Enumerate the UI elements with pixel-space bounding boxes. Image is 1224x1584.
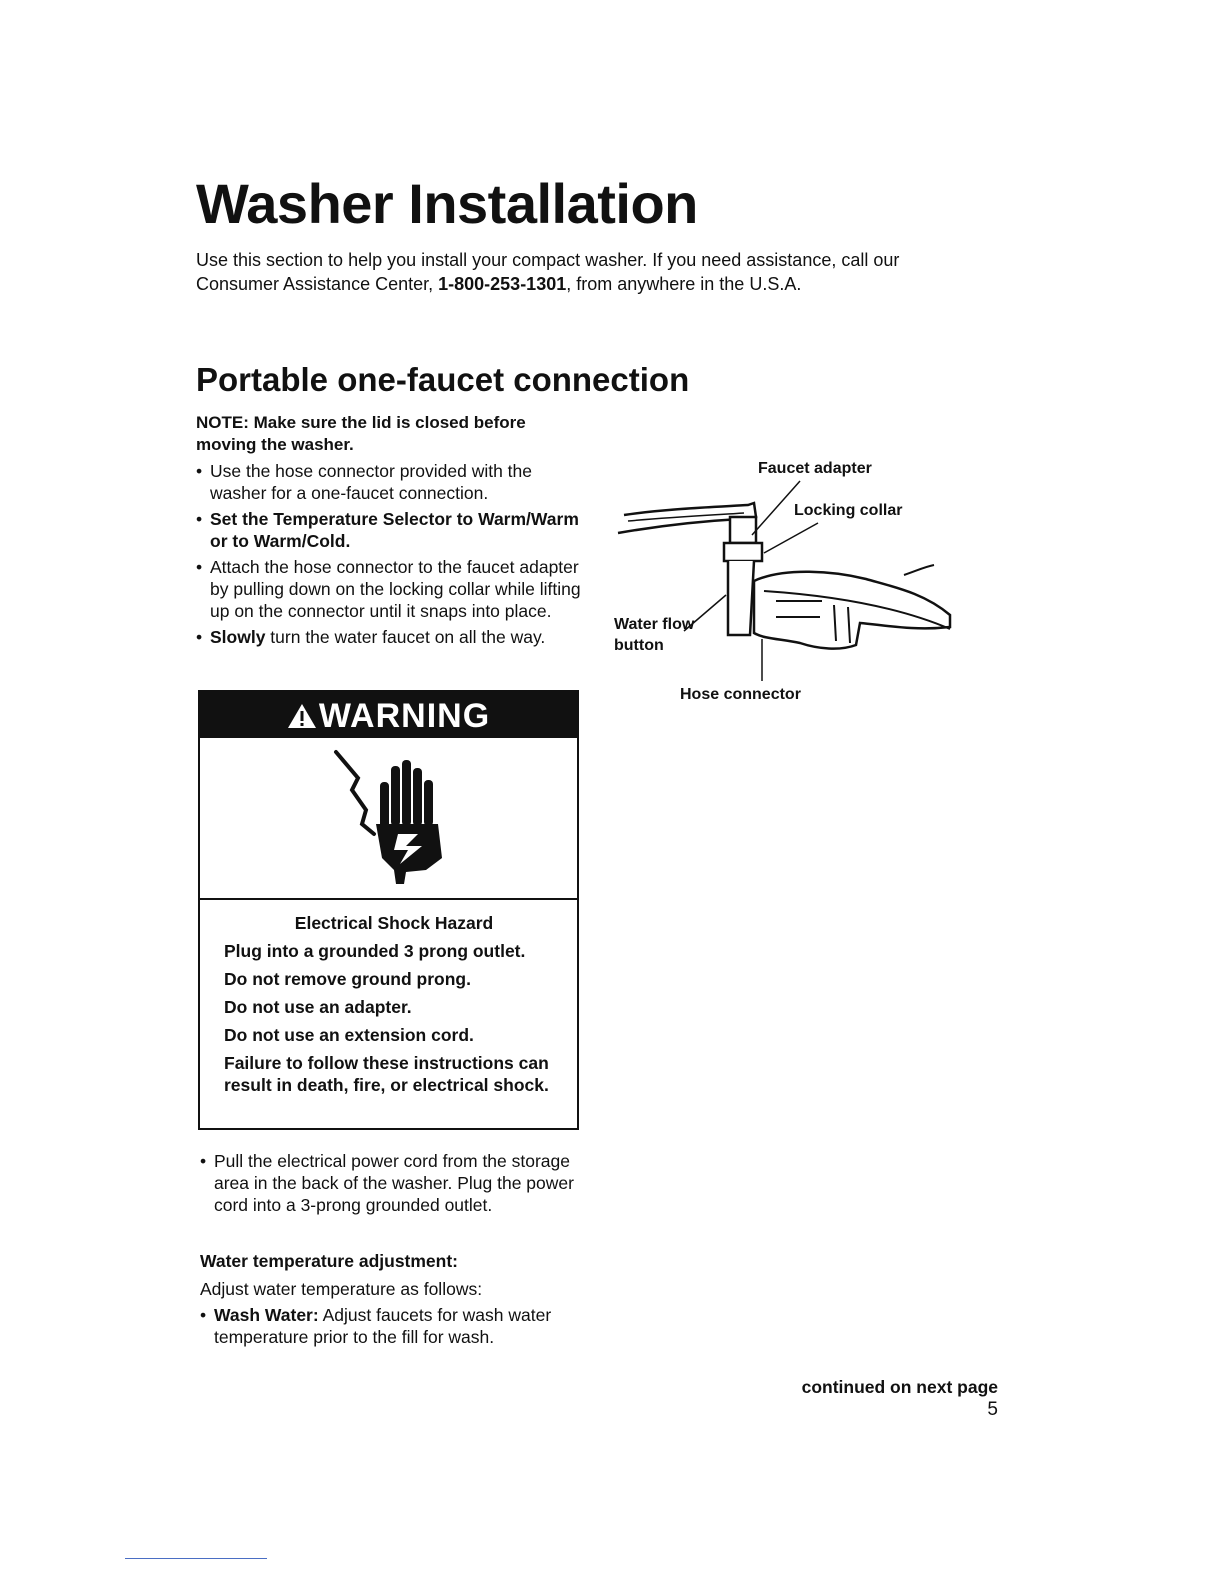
intro-paragraph [196,248,976,296]
steps-list [196,460,591,652]
warning-header [200,692,577,738]
warning-text [224,912,564,1102]
list-item: • Slowly turn the water faucet on all the way. [196,626,591,648]
water-temp-heading: Water temperature adjustment: [200,1251,459,1271]
intro-text-end: , from anywhere in the U.S.A. [566,274,802,294]
label-water-flow-button: button [614,637,664,654]
faucet-connection-figure [604,455,964,710]
label-water-flow: Water flow [614,616,695,633]
section-title: Portable one-faucet connection [196,361,690,398]
intro-text: Use this section to help you install your compact washer. If you need assistance, call our Consumer Assistance Center, [196,250,900,294]
warning-box [198,690,579,1130]
water-temp-intro: Adjust water temperature as follows: [200,1279,483,1299]
label-faucet-adapter: Faucet adapter [758,460,872,477]
continued-note: continued on next page [801,1377,998,1397]
label-hose-connector: Hose connector [680,686,801,703]
electric-shock-hand-icon [200,738,577,898]
list-item: • Attach the hose connector to the faucet adapter by pulling down on the locking collar while lifting up on the connector until it snaps into place. [196,556,591,622]
warning-label: WARNING [318,697,491,735]
list-item: • Wash Water: Adjust faucets for wash water temperature prior to the fill for wash. [200,1304,580,1348]
label-locking-collar: Locking collar [794,502,903,519]
list-item: • Pull the electrical power cord from the storage area in the back of the washer. Plug the power cord into a 3-prong grounded outlet. [200,1150,580,1216]
warning-line: Do not use an extension cord. [224,1025,474,1045]
page-number: 5 [987,1399,998,1420]
list-item: • Use the hose connector provided with the washer for a one-faucet connection. [196,460,591,504]
faucet-hose-illustration [604,455,964,710]
power-cord-list [200,1150,580,1216]
phone-number: 1-800-253-1301 [438,274,567,294]
warning-line: Failure to follow these instructions can result in death, fire, or electrical shock. [224,1053,549,1095]
warning-triangle-icon [287,703,317,729]
page-title: Washer Installation [196,172,698,235]
warning-line: Do not use an adapter. [224,997,412,1017]
warning-line: Plug into a grounded 3 prong outlet. [224,941,526,961]
warning-line: Do not remove ground prong. [224,969,471,989]
footer-line [125,1558,267,1559]
list-item: • Set the Temperature Selector to Warm/Warm or to Warm/Cold. [196,508,591,552]
water-temp-list [200,1304,580,1348]
hazard-title: Electrical Shock Hazard [294,913,494,933]
shock-hazard-symbol [200,738,577,900]
note: NOTE: Make sure the lid is closed before moving the washer. [196,413,526,454]
